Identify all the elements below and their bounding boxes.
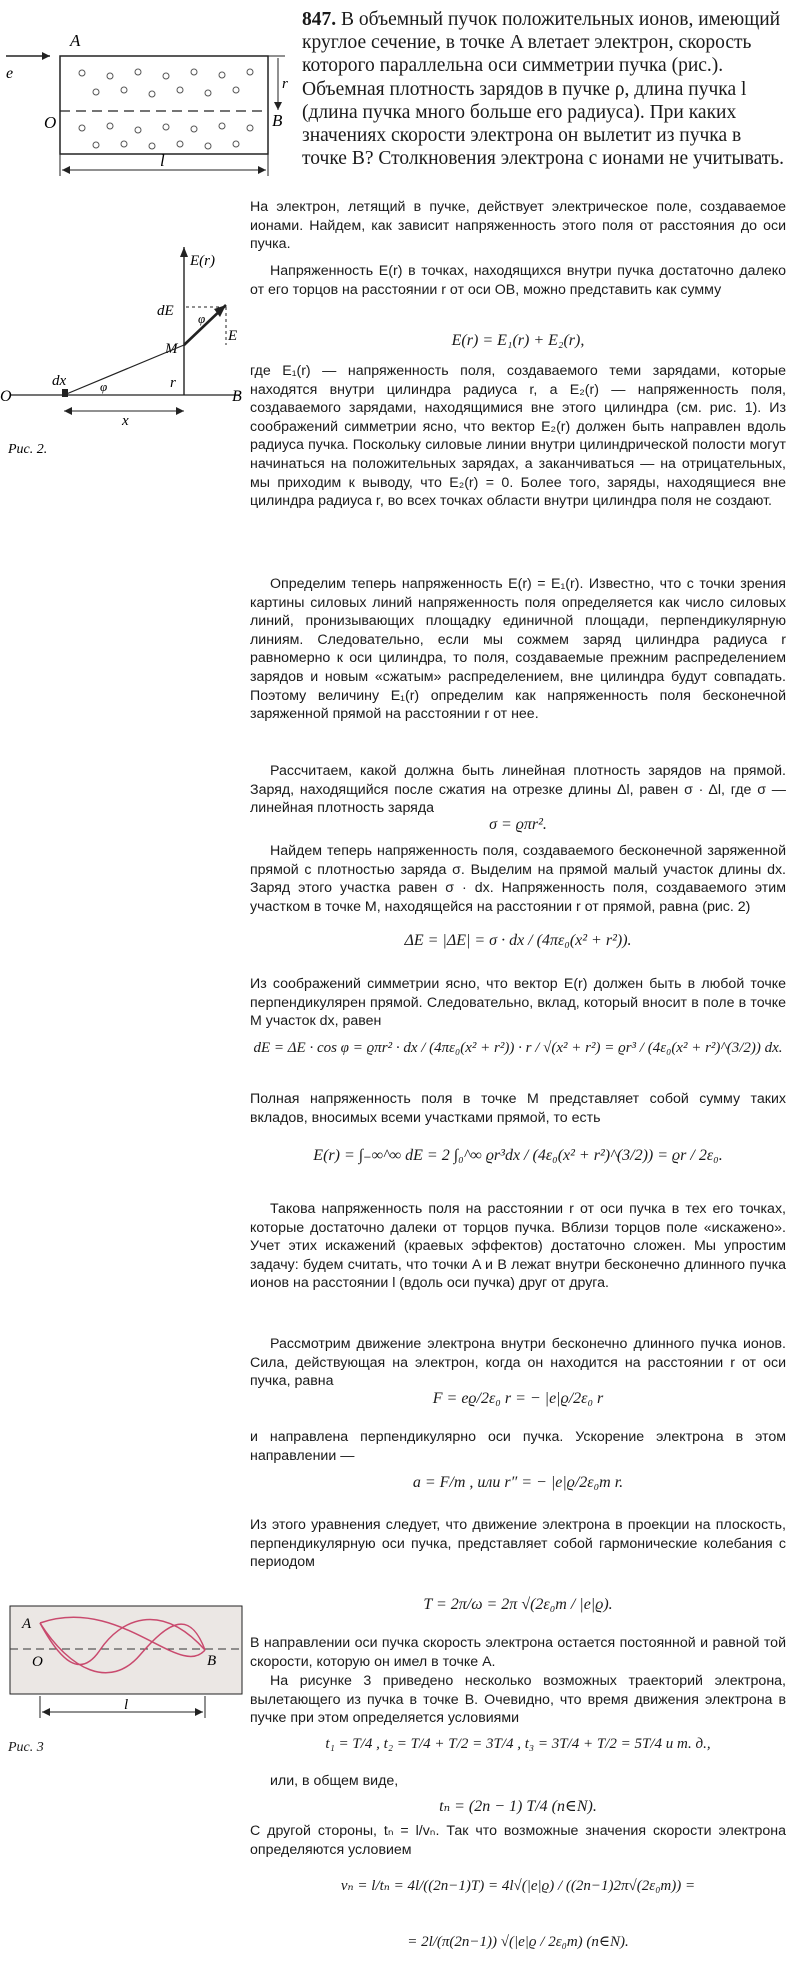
fig2-label-x: x bbox=[122, 413, 129, 429]
solution-p12: Из этого уравнения следует, что движение электрона в проекции на плоскость, перпендикулярную оси пучка, представляет собой гармонические колебания с периодом bbox=[250, 1517, 786, 1571]
solution-p8: Полная напряженность поля в точке M представляет собой сумму таких вкладов, вносимых всеми участками прямой, то есть bbox=[250, 1091, 786, 1126]
formula-12: = 2l/(π(2n−1)) √(|e|ϱ / 2ε₀m) (n∈N). bbox=[407, 1934, 629, 1950]
solution-p3: где E₁(r) — напряженность поля, создаваемого теми зарядами, которые находятся внутри цилиндра радиуса r, а E₂(r) — напряженность поля, создаваемого зарядами, находящимися вне этого цилиндра (см. рис. 1). Из соображений симметрии ясно, что вектор E₂(r) должен быть направлен вдоль радиуса пучка. Поскольку силовые линии внутри цилиндрической полости могут начинаться на положительных зарядах, а заканчиваться — на отрицательных, мы приходим к выводу, что E₂(r) = 0. Более того, заряды, находящиеся вне цилиндра радиуса r, во всех точках области внутри цилиндра поля не создают. bbox=[250, 363, 786, 510]
fig2-label-phi: φ bbox=[100, 379, 108, 394]
formula-3: ΔE = |ΔE| = σ · dx / (4πε₀(x² + r²)). bbox=[404, 932, 632, 949]
figure-3-trajectories bbox=[0, 1600, 250, 1730]
fig3-label-l: l bbox=[124, 1697, 129, 1713]
fig1-label-r: r bbox=[282, 76, 288, 92]
formula-1: E(r) = E₁(r) + E₂(r), bbox=[451, 332, 585, 349]
formula-6: F = eϱ/2ε₀ r = − |e|ϱ/2ε₀ r bbox=[432, 1390, 604, 1407]
fig3-label-O: O bbox=[32, 1654, 43, 1670]
fig1-label-e: e bbox=[6, 65, 14, 82]
formula-5: E(r) = ∫₋∞^∞ dE = 2 ∫₀^∞ ϱr³dx / (4ε₀(x² + r²)^(3/2)) = ϱr / 2ε₀. bbox=[313, 1147, 723, 1164]
fig2-label-dx: dx bbox=[52, 373, 67, 389]
formula-10: tₙ = (2n − 1) T/4 (n∈N). bbox=[439, 1798, 597, 1815]
solution-p2: Напряженность E(r) в точках, находящихся внутри пучка достаточно далеко от его торцов на расстоянии r от оси OB, можно представить как сумму bbox=[250, 263, 786, 298]
solution-p9: Такова напряженность поля на расстоянии r от оси пучка в тех его точках, которые достаточно далеки от торцов пучка. Вблизи торцов поле «искажено». Учет этих искажений (краевых эффектов) достаточно сложен. Мы упростим задачу: будем считать, что точки A и B лежат внутри бесконечно длинного пучка ионов на расстоянии l (вдоль оси пучка) друг от друга. bbox=[250, 1201, 786, 1292]
fig2-label-Er: E(r) bbox=[190, 253, 215, 269]
solution-p16: С другой стороны, tₙ = l/vₙ. Так что возможные значения скорости электрона определяются условием bbox=[250, 1823, 786, 1858]
solution-p10: Рассмотрим движение электрона внутри бесконечно длинного пучка ионов. Сила, действующая на электрон, когда он находится на расстоянии r от оси пучка, равна bbox=[250, 1336, 786, 1390]
solution-p5: Рассчитаем, какой должна быть линейная плотность зарядов на прямой. Заряд, находящийся после сжатия на отрезке длины Δl, равен σ · Δl, где σ — линейная плотность заряда bbox=[250, 763, 786, 817]
formula-9: t₁ = T/4 , t₂ = T/4 + T/2 = 3T/4 , t₃ = 3T/4 + T/2 = 5T/4 и т. д., bbox=[325, 1736, 711, 1752]
fig2-label-dE: dE bbox=[157, 303, 174, 319]
solution-p1: На электрон, летящий в пучке, действует электрическое поле, создаваемое ионами. Найдем, как зависит напряженность этого поля от расстояния до оси пучка. bbox=[250, 199, 786, 253]
fig1-label-B: B bbox=[272, 111, 283, 130]
solution-p4: Определим теперь напряженность E(r) = E₁(r). Известно, что с точки зрения картины силовых линий напряженность поля определяется как число силовых линий, пронизывающих площадку единичной площади, перпендикулярную линиям. Следовательно, если мы сожмем заряд цилиндра радиуса r равномерно к оси цилиндра, то поля, создаваемые прежним распределением зарядов и новым «сжатым» распределением, вне цилиндра будут совпадать. Поэтому величину E₁(r) определим как напряженность поля бесконечной заряженной прямой на расстоянии r от нее. bbox=[250, 576, 786, 723]
fig2-caption: Рис. 2. bbox=[8, 442, 48, 455]
fig1-label-A: A bbox=[70, 31, 81, 50]
solution-p13: В направлении оси пучка скорость электрона остается постоянной и равной той скорости, которую он имел в точке A. bbox=[250, 1635, 786, 1670]
fig2-label-phi-top: φ bbox=[198, 311, 206, 326]
fig3-caption: Рис. 3 bbox=[8, 1740, 44, 1755]
formula-4: dE = ΔE · cos φ = ϱπr² · dx / (4πε₀(x² + r²)) · r / √(x² + r²) = ϱr³ / (4ε₀(x² + r²)^(3/2)) dx. bbox=[253, 1040, 783, 1056]
fig2-label-O: O bbox=[0, 388, 12, 405]
solution-p11: и направлена перпендикулярно оси пучка. Ускорение электрона в этом направлении — bbox=[250, 1429, 786, 1464]
solution-p14: На рисунке 3 приведено несколько возможных траекторий электрона, вылетающего из пучка в точке B. Очевидно, что время движения электрона в пучке при этом определяется условиями bbox=[250, 1673, 786, 1727]
problem-number: 847. bbox=[302, 9, 337, 30]
figure-1-beam bbox=[0, 28, 290, 178]
solution-p7: Из соображений симметрии ясно, что вектор E(r) должен быть в любой точке перпендикулярен прямой. Следовательно, вклад, который вносит в поле в точке M участок dx, равен bbox=[250, 976, 786, 1030]
fig3-label-B: B bbox=[207, 1653, 217, 1669]
fig1-label-l: l bbox=[160, 151, 165, 170]
fig2-label-E: E bbox=[228, 328, 238, 344]
solution-p6: Найдем теперь напряженность поля, создаваемого бесконечной заряженной прямой с плотностью заряда σ. Выделим на прямой малый участок длины dx. Заряд этого участка равен σ · dx. Напряженность поля, создаваемого этим участком в точке M, находящейся на расстоянии r от прямой, равна (рис. 2) bbox=[250, 843, 786, 915]
fig2-label-M: M bbox=[165, 341, 178, 357]
problem-text-block bbox=[302, 8, 786, 170]
fig2-label-B: B bbox=[232, 388, 242, 405]
solution-p15: или, в общем виде, bbox=[270, 1773, 399, 1789]
formula-11: vₙ = l/tₙ = 4l/((2n−1)T) = 4l√(|e|ϱ) / ((2n−1)2π√(2ε₀m)) = bbox=[340, 1878, 696, 1894]
fig2-label-r: r bbox=[170, 375, 176, 391]
formula-7: a = F/m , или r″ = − |e|ϱ/2ε₀m r. bbox=[412, 1474, 624, 1491]
fig3-label-A: A bbox=[22, 1616, 32, 1632]
fig1-label-O: O bbox=[44, 113, 57, 132]
figure-2-field-element bbox=[0, 235, 250, 455]
formula-8: T = 2π/ω = 2π √(2ε₀m / |e|ϱ). bbox=[423, 1596, 613, 1613]
formula-2: σ = ϱπr². bbox=[489, 816, 547, 833]
problem-text: В объемный пучок положительных ионов, имеющий круглое сечение, в точке A влетает электрон, скорость которого параллельна оси симметрии пучка (рис.). Объемная плотность зарядов в пучке ρ, длина пучка l (длина пучка много больше его радиуса). При каких значениях скорости электрона он вылетит из пучка в точке B? Столкновения электрона с ионами не учитывать. bbox=[302, 9, 785, 170]
